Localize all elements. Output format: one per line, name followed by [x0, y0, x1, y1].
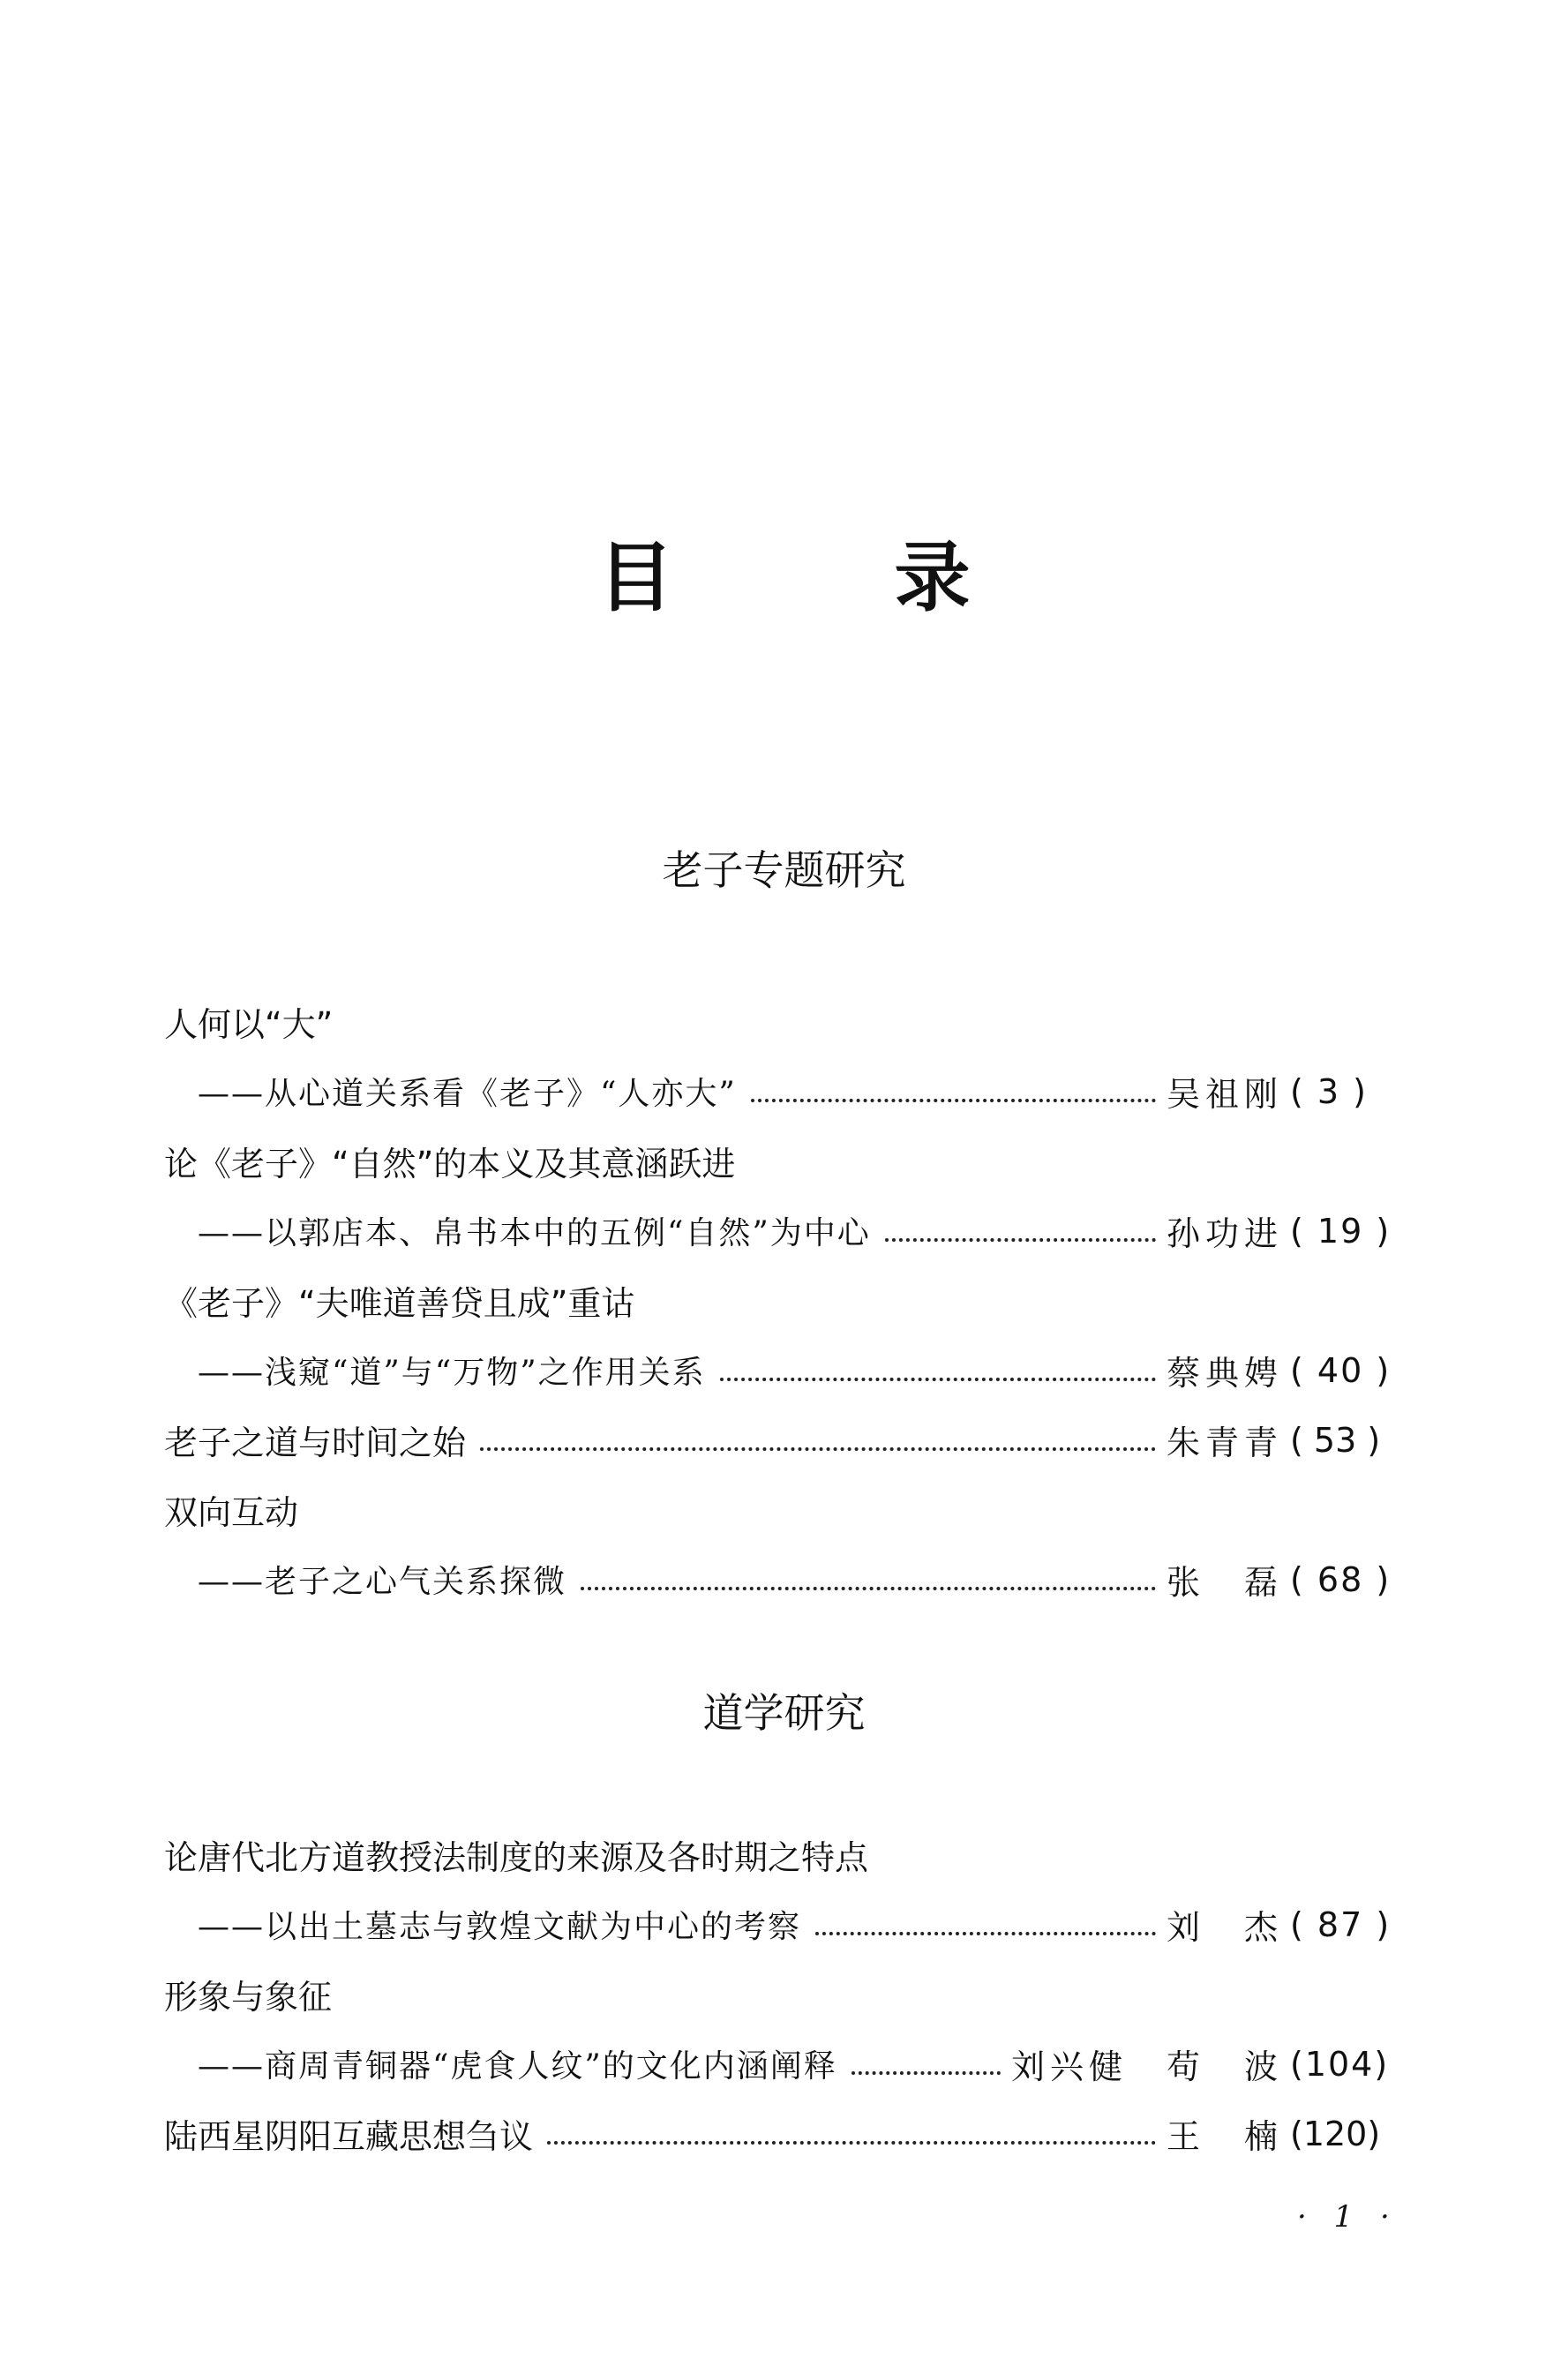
entry-page-number: (104) — [1290, 2044, 1390, 2084]
toc-entry-title — [164, 2099, 1408, 2168]
section-heading: 老子专题研究 — [662, 846, 906, 894]
leader-dots — [720, 1378, 1156, 1381]
entry-author: 吴祖刚 — [1166, 1075, 1283, 1114]
page-title: 目 录 — [597, 534, 1068, 622]
entry-page-number: ( 19 ) — [1290, 1211, 1392, 1251]
toc-entry-title — [164, 1266, 1408, 1335]
leader-dots — [852, 2071, 1001, 2075]
entry-title-text: 形象与象征 — [164, 1978, 333, 2017]
toc-entry-title — [164, 1959, 1408, 2029]
entry-subtitle-text: ——以郭店本、帛书本中的五例“自然”为中心 — [198, 1215, 871, 1251]
entry-title-text: 老子之道与时间之始 — [164, 1424, 467, 1462]
entry-title-text: 人何以“大” — [164, 1005, 334, 1044]
entry-subtitle-text: ——商周青铜器“虎食人纹”的文化内涵阐释 — [198, 2048, 837, 2085]
toc-entry-subtitle — [164, 1056, 1408, 1126]
toc-entry-title — [164, 1475, 1408, 1544]
leader-dots — [885, 1238, 1156, 1242]
section-entries — [164, 1820, 1408, 2168]
entry-author: 朱青青 — [1166, 1424, 1283, 1462]
entry-author: 孙功进 — [1166, 1214, 1283, 1253]
section-entries — [164, 987, 1408, 1614]
entry-page-number: ( 68 ) — [1290, 1559, 1392, 1599]
entry-subtitle-text: ——从心道关系看《老子》“人亦大” — [198, 1076, 737, 1112]
leader-dots — [581, 1587, 1156, 1590]
entry-subtitle-text: ——以出土墓志与敦煌文献为中心的考察 — [198, 1909, 802, 1945]
entry-page-number: (120) — [1290, 2114, 1381, 2153]
section-heading: 道学研究 — [702, 1689, 866, 1737]
toc-entry-title — [164, 1820, 1408, 1889]
entry-page-number: ( 87 ) — [1290, 1904, 1392, 1944]
leader-dots — [547, 2141, 1156, 2145]
entry-author: 王 楠 — [1166, 2117, 1283, 2156]
leader-dots — [751, 1099, 1156, 1102]
entry-title-text: 《老子》“夫唯道善贷且成”重诂 — [164, 1284, 635, 1323]
entry-author: 蔡典娉 — [1166, 1354, 1283, 1393]
entry-title-text: 陆西星阴阳互藏思想刍议 — [164, 2117, 534, 2156]
entry-subtitle-text: ——老子之心气关系探微 — [198, 1564, 567, 1600]
entry-author: 刘兴健 苟 波 — [1010, 2047, 1283, 2086]
toc-entry-title — [164, 1126, 1408, 1196]
page-folio: · 1 · — [1297, 2199, 1399, 2235]
toc-entry-subtitle — [164, 1196, 1408, 1266]
toc-entry-subtitle — [164, 2029, 1408, 2099]
entry-title-text: 论唐代北方道教授法制度的来源及各时期之特点 — [164, 1838, 869, 1877]
leader-dots — [480, 1447, 1156, 1451]
entry-author: 张 磊 — [1166, 1563, 1283, 1602]
entry-page-number: ( 53 ) — [1290, 1420, 1381, 1460]
toc-entry-subtitle — [164, 1335, 1408, 1405]
entry-page-number: ( 3 ) — [1290, 1071, 1368, 1111]
entry-title-text: 论《老子》“自然”的本义及其意涵跃进 — [164, 1145, 736, 1183]
leader-dots — [815, 1932, 1156, 1935]
entry-subtitle-text: ——浅窥“道”与“万物”之作用关系 — [198, 1355, 706, 1391]
entry-author: 刘 杰 — [1166, 1908, 1283, 1947]
entry-page-number: ( 40 ) — [1290, 1350, 1392, 1390]
toc-entry-title — [164, 1405, 1408, 1475]
toc-entry-subtitle — [164, 1544, 1408, 1614]
entry-title-text: 双向互动 — [164, 1493, 299, 1532]
toc-entry-title — [164, 987, 1408, 1056]
toc-entry-subtitle — [164, 1889, 1408, 1959]
